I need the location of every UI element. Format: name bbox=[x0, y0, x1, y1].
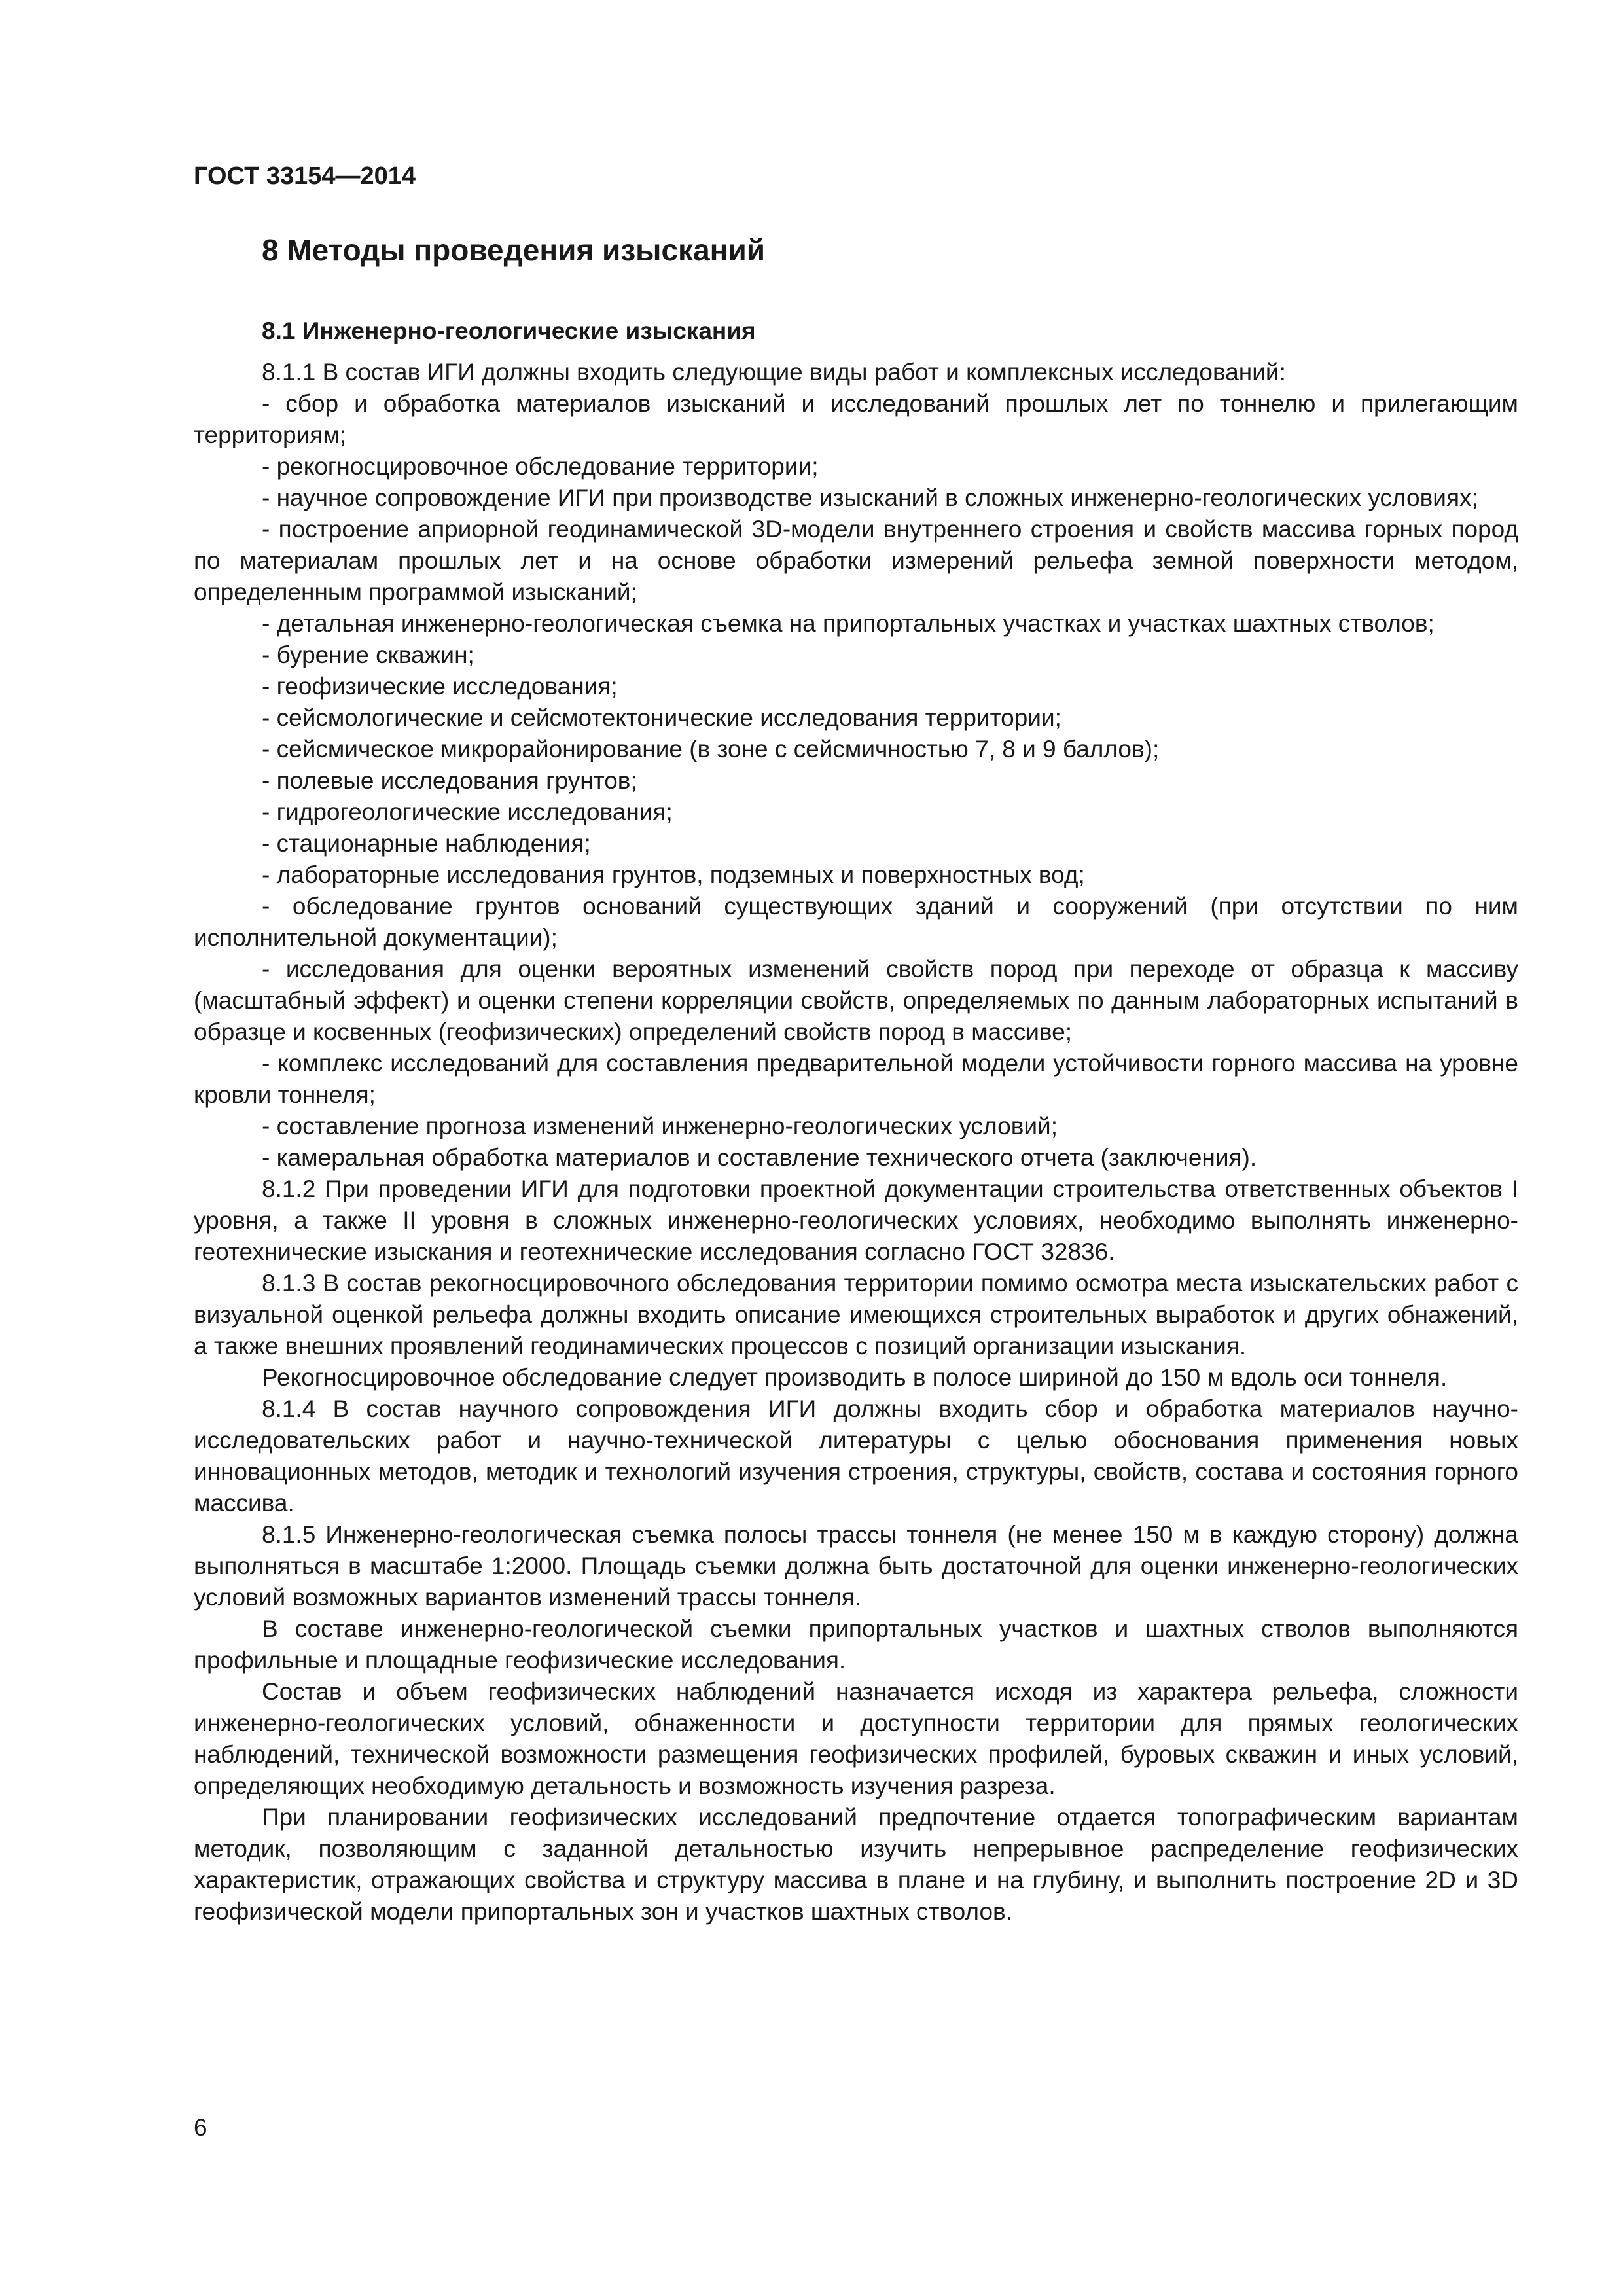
section-title: 8 Методы проведения изысканий bbox=[262, 233, 765, 267]
paragraph: - геофизические исследования; bbox=[262, 672, 618, 700]
paragraph: - построение априорной геодинамической 3D-модели внутреннего строения и свойств массива горных пород по материалам прошлых лет и на основе обработки измерений рельефа земной поверхности методом, определенным программой изысканий; bbox=[194, 515, 1518, 605]
paragraph: 8.1.2 При проведении ИГИ для подготовки проектной документации строительства ответственных объектов I уровня, а также II уровня в сложных инженерно-геологических условиях, необходимо выполнять инженерно-геотехнические изыскания и геотехнические исследования согласно ГОСТ 32836. bbox=[194, 1175, 1518, 1265]
paragraph: - лабораторные исследования грунтов, подземных и поверхностных вод; bbox=[262, 861, 1085, 888]
paragraph: - комплекс исследований для составления предварительной модели устойчивости горного массива на уровне кровли тоннеля; bbox=[194, 1049, 1518, 1108]
paragraph: - исследования для оценки вероятных изменений свойств пород при переходе от образца к массиву (масштабный эффект) и оценки степени корреляции свойств, определяемых по данным лабораторных испытаний в образце и косвенных (геофизических) определений свойств пород в массиве; bbox=[194, 955, 1518, 1045]
paragraph: В составе инженерно-геологической съемки припортальных участков и шахтных стволов выполняются профильные и площадные геофизические исследования. bbox=[194, 1615, 1518, 1674]
paragraph: - составление прогноза изменений инженерно-геологических условий; bbox=[262, 1112, 1058, 1139]
paragraph: - камеральная обработка материалов и составление технического отчета (заключения). bbox=[262, 1143, 1257, 1171]
paragraph: 8.1.3 В состав рекогносцировочного обследования территории помимо осмотра места изыскательских работ с визуальной оценкой рельефа должны входить описание имеющихся строительных выработок и других обнажений, а также внешних проявлений геодинамических процессов с позиций организации изыскания. bbox=[194, 1269, 1518, 1359]
paragraph: - научное сопровождение ИГИ при производстве изысканий в сложных инженерно-геологических условиях; bbox=[262, 484, 1478, 511]
paragraph: - сейсмологические и сейсмотектонические исследования территории; bbox=[262, 704, 1061, 731]
paragraph: Рекогносцировочное обследование следует производить в полосе шириной до 150 м вдоль оси тоннеля. bbox=[262, 1363, 1448, 1391]
paragraph: При планировании геофизических исследований предпочтение отдается топографическим вариантам методик, позволяющим с заданной детальностью изучить непрерывное распределение геофизических характеристик, отражающих свойства и структуру массива в плане и на глубину, и выполнить построение 2D и 3D геофизической модели припортальных зон и участков шахтных стволов. bbox=[194, 1803, 1518, 1925]
paragraph: - полевые исследования грунтов; bbox=[262, 766, 637, 794]
paragraph: - сейсмическое микрорайонирование (в зоне с сейсмичностью 7, 8 и 9 баллов); bbox=[262, 735, 1160, 762]
paragraph: - обследование грунтов оснований существующих зданий и сооружений (при отсутствии по ним исполнительной документации); bbox=[194, 892, 1518, 951]
paragraph: - рекогносцировочное обследование территории; bbox=[262, 452, 819, 480]
page-content bbox=[194, 232, 1518, 1928]
paragraph: Состав и объем геофизических наблюдений назначается исходя из характера рельефа, сложности инженерно-геологических условий, обнаженности и доступности территории для прямых геологических наблюдений, технической возможности размещения геофизических профилей, буровых скважин и иных условий, определяющих необходимую детальность и возможность изучения разреза. bbox=[194, 1677, 1518, 1799]
document-code: ГОСТ 33154—2014 bbox=[194, 162, 416, 190]
paragraph: 8.1.4 В состав научного сопровождения ИГИ должны входить сбор и обработка материалов научно-исследовательских работ и научно-технической литературы с целью обоснования применения новых инновационных методов, методик и технологий изучения строения, структуры, свойств, состава и состояния горного массива. bbox=[194, 1395, 1518, 1516]
paragraph: - сбор и обработка материалов изысканий и исследований прошлых лет по тоннелю и прилегающим территориям; bbox=[194, 389, 1518, 448]
paragraph: - детальная инженерно-геологическая съемка на припортальных участках и участках шахтных стволов; bbox=[262, 609, 1435, 637]
body-text bbox=[194, 357, 1518, 1928]
page-number: 6 bbox=[194, 2114, 207, 2141]
paragraph: 8.1.5 Инженерно-геологическая съемка полосы трассы тоннеля (не менее 150 м в каждую сторону) должна выполняться в масштабе 1:2000. Площадь съемки должна быть достаточной для оценки инженерно-геологических условий возможных вариантов изменений трассы тоннеля. bbox=[194, 1520, 1518, 1611]
paragraph: 8.1.1 В состав ИГИ должны входить следующие виды работ и комплексных исследований: bbox=[262, 358, 1286, 386]
subsection-title: 8.1 Инженерно-геологические изыскания bbox=[262, 317, 756, 345]
paragraph: - бурение скважин; bbox=[262, 641, 474, 668]
paragraph: - гидрогеологические исследования; bbox=[262, 798, 673, 825]
paragraph: - стационарные наблюдения; bbox=[262, 829, 591, 857]
